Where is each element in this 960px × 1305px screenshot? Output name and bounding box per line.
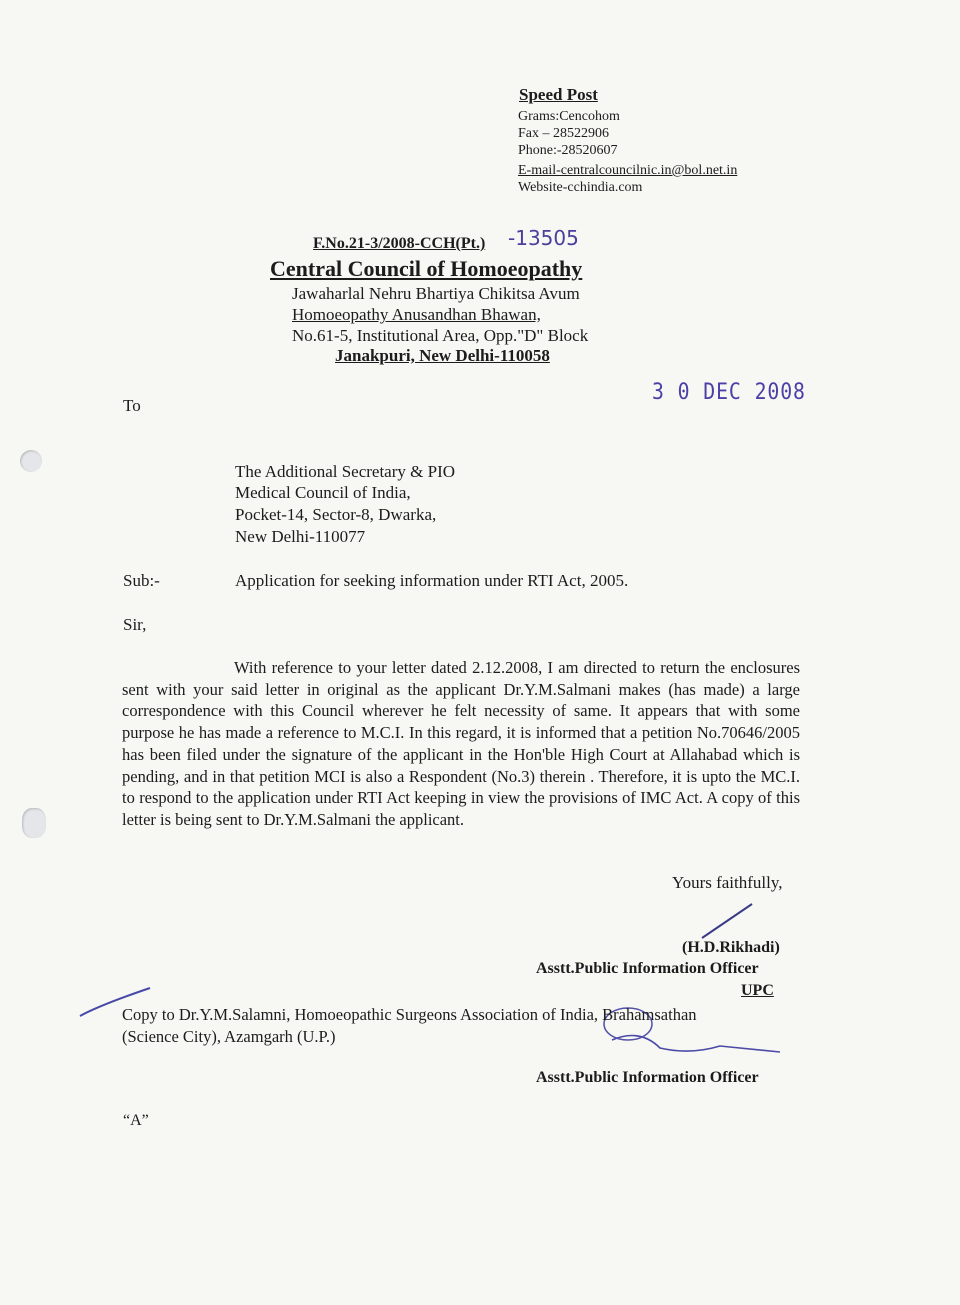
- punch-hole-bottom: [22, 808, 46, 838]
- address-line-3: No.61-5, Institutional Area, Opp."D" Block: [292, 326, 589, 345]
- annexure-label: “A”: [123, 1112, 149, 1129]
- salutation: Sir,: [123, 615, 147, 634]
- signatory-title-2: Asstt.Public Information Officer: [536, 1069, 759, 1086]
- fax-line: Fax – 28522906: [518, 126, 609, 141]
- recipient-line-3: Pocket-14, Sector-8, Dwarka,: [235, 505, 437, 524]
- email-line: E-mail-centralcouncilnic.in@bol.net.in: [518, 163, 738, 178]
- subject-text: Application for seeking information under RTI Act, 2005.: [235, 571, 629, 590]
- address-line-1: Jawaharlal Nehru Bhartiya Chikitsa Avum: [292, 284, 580, 303]
- website-line: Website-cchindia.com: [518, 180, 643, 195]
- copy-to-line-1: Copy to Dr.Y.M.Salamni, Homoeopathic Surgeons Association of India, Brahamsathan: [122, 1005, 697, 1024]
- to-label: To: [123, 396, 141, 415]
- grams-line: Grams:Cencohom: [518, 109, 620, 124]
- signature-slash: [702, 904, 752, 938]
- copy-to-line-2: (Science City), Azamgarh (U.P.): [122, 1027, 336, 1046]
- file-number: F.No.21-3/2008-CCH(Pt.): [313, 235, 486, 252]
- speed-post-title: Speed Post: [519, 85, 598, 104]
- signatory-dept: UPC: [741, 982, 774, 999]
- recipient-line-4: New Delhi-110077: [235, 527, 366, 546]
- recipient-line-1: The Additional Secretary & PIO: [235, 462, 456, 481]
- closing: Yours faithfully,: [672, 873, 783, 892]
- address-city: Janakpuri, New Delhi-110058: [335, 346, 550, 365]
- address-line-2: Homoeopathy Anusandhan Bhawan,: [292, 305, 541, 324]
- council-name: Central Council of Homoeopathy: [270, 256, 583, 281]
- recipient-line-2: Medical Council of India,: [235, 483, 411, 502]
- signatory-title: Asstt.Public Information Officer: [536, 960, 759, 977]
- handwritten-file-suffix: -13505: [508, 226, 579, 250]
- signatory-name: (H.D.Rikhadi): [682, 939, 780, 956]
- letter-body: [122, 657, 800, 831]
- date-stamp: 3 0 DEC 2008: [652, 380, 806, 405]
- body-paragraph: With reference to your letter dated 2.12.2008, I am directed to return the enclosures sent with your said letter in original as the applicant Dr.Y.M.Salmani makes (has made) a large correspondence with this Council wherever he felt necessity of same. It appears that with some purpose he has made a reference to M.C.I. In this regard, it is informed that a petition No.70646/2005 has been filed under the signature of the applicant in the Hon'ble High Court at Allahabad which is pending, and in that petition MCI is also a Respondent (No.3) therein . Therefore, it is upto the MC.I. to respond to the application under RTI Act keeping in view the provisions of IMC Act. A copy of this letter is being sent to Dr.Y.M.Salmani the applicant.: [122, 658, 800, 829]
- phone-line: Phone:-28520607: [518, 143, 618, 158]
- subject-label: Sub:-: [123, 571, 160, 590]
- punch-hole-top: [20, 450, 42, 472]
